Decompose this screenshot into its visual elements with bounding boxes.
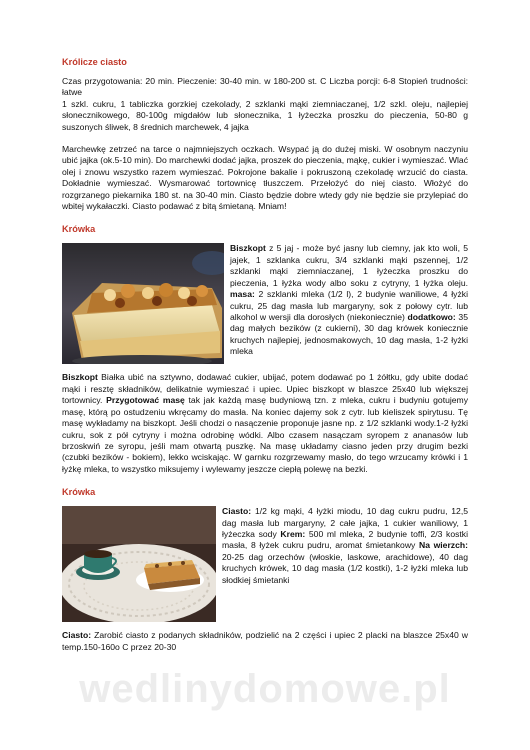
- ingredient-text: z 5 jaj - może być jasny lub ciemny, jak kto woli, 5 jajek, 1 szklanka cukru, 3/4 szklanki mąki pszennej, 1/2 szklanki mąki ziemniaczanej, 1 łyżeczka proszku do pieczenia, 1 łyżka wody albo soku z cytryny, 1 łyżka oleju.: [230, 243, 468, 288]
- method-heading: Biszkopt: [62, 372, 98, 383]
- ingredient-text: 20-25 dag orzechów (włoskie, laskowe, arachidowe), 40 dag kruchych krówek, 10 dag masła (1/2 kostki), 1-2 łyżki mleka lub słodkiej śmietanki: [222, 551, 468, 585]
- watermark: wedlinydomowe.pl: [79, 667, 451, 711]
- method-text: Zarobić ciasto z podanych składników, podzielić na 2 części i upiec 2 placki na blaszce 25x40 w temp.150-160o C przez 20-30: [62, 630, 468, 652]
- recipe-title: Krówka: [62, 487, 96, 498]
- method-heading: Ciasto:: [62, 630, 92, 641]
- recipe-ingredients: [222, 506, 468, 622]
- recipe-method: Marchewkę zetrzeć na tarce o najmniejszych oczkach. Wsypać ją do dużej miski. W osobnym naczyniu ubić jajka (ok.5-10 min). Do marchewki dodać jajka, proszek do pieczenia, mąkę, cukier i wymieszać. Wlać olej i znowu wszystko razem wymieszać. Pokrojone bakalie i pokruszoną czekoladę wrzucić do ciasta. Dokładnie wymieszać. Wysmarować tortownicę tłuszczem. Przełożyć do niej ciasto. Włożyć do rozgrzanego piekarnika 180 st. na 30-40 min. Ciasto będzie dobre wtedy gdy nie będzie sie przylepiać do wbitej wykałaczki. Ciasto podawać z bitą śmietaną. Mniam!: [62, 144, 468, 212]
- recipe-title: Królicze ciasto: [62, 57, 127, 67]
- recipe-photo-row: [62, 506, 468, 622]
- recipe-method: [62, 372, 468, 475]
- ingredient-text: 500 ml mleka, 2 budynie toffi, 2/3 kostki masła, 8 łyżek cukru pudru, aromat śmietankowy: [222, 528, 468, 551]
- recipe-method: [62, 630, 468, 653]
- ingredient-heading: Biszkopt: [230, 243, 266, 254]
- recipe-ingredients: 1 szkl. cukru, 1 tabliczka gorzkiej czekolady, 2 szklanki mąki ziemniaczanej, 1/2 szkl. oleju, najlepiej słonecznikowego, 80-100g migdałów lub słonecznika, 1 łyżeczka proszku do pieczenia, 50-80 g suszonych śliwek, 8 średnich marchewek, 4 jajka: [62, 98, 468, 132]
- ingredient-heading: Ciasto:: [222, 506, 252, 517]
- method-text: tak jak każdą masę budyniową tzn. z mleka, cukru i budyniu gotujemy masę, którą po ostudzeniu wkręcamy do masła. Na koniec dajemy sok z cytr. lub kieliszek spirytusu. Tę masę wykładamy na biszkopt. Jeśli chodzi o nasączenie proponuje jasne np. z 1/2 szklanki wody.1-2 łyżki cukru, sok z pół cytryny i można odrobinę wódki. Albo czasem nasączam syropem z ananasów lub brzoskwiń ze syropu, jeśli mam otwartą puszkę. Na masę układamy ciasno jeden przy drugim bezki (czubki bezików - bokiem), lekko wciskając. W garnku rozgrzewamy masło, do tego wrzucamy krówki i 1 łyżkę mleka, to wszystko miksujemy i wylewamy jeszcze ciepłą polewę na bezki.: [62, 395, 469, 474]
- ingredient-heading: dodatkowo:: [407, 311, 456, 322]
- method-text: Białka ubić na sztywno, dodawać cukier, ubijać, potem dodawać po 1 żółtku, gdy ubite dodać mąki i resztę składników, delikatnie wymieszać i upiec. Upiec biszkopt w blaszce 25x40 lub większej tortownicy.: [62, 372, 468, 406]
- document-page: [62, 56, 468, 653]
- ingredient-text: 2 szklanki mleka (1/2 l), 2 budynie waniliowe, 4 łyżki cukru, 25 dag masła lub margaryny, sok z połowy cytr. lub alkohol w wersji dla dorosłych (niekoniecznie): [230, 289, 468, 322]
- ingredient-text: 35 dag małych bezików (z cukierni), 30 dag krówek koniecznie kruchych najlepiej, jednosmakowych, 10 dag masła, 1-2 łyżki mleka: [230, 311, 468, 357]
- cake-photo: [62, 506, 216, 622]
- cake-photo: [62, 243, 224, 364]
- recipe-photo-row: [62, 243, 468, 364]
- recipe-ingredients: [230, 243, 468, 364]
- ingredient-text: 1/2 kg mąki, 4 łyżki miodu, 10 dag cukru pudru, 12,5 dag masła lub margaryny, 2 całe jajka, 1 cukier waniliowy, 1 łyżeczka sody: [222, 506, 468, 539]
- ingredient-heading: Na wierzch:: [418, 540, 468, 551]
- method-heading: Przygotować masę: [106, 395, 185, 406]
- recipe-title: Krówka: [62, 224, 96, 235]
- ingredient-heading: masa:: [230, 289, 255, 300]
- ingredient-heading: Krem:: [280, 528, 306, 539]
- recipe-meta: Czas przygotowania: 20 min. Pieczenie: 30-40 min. w 180-200 st. C Liczba porcji: 6-8 Stopień trudności: łatwe: [62, 76, 468, 98]
